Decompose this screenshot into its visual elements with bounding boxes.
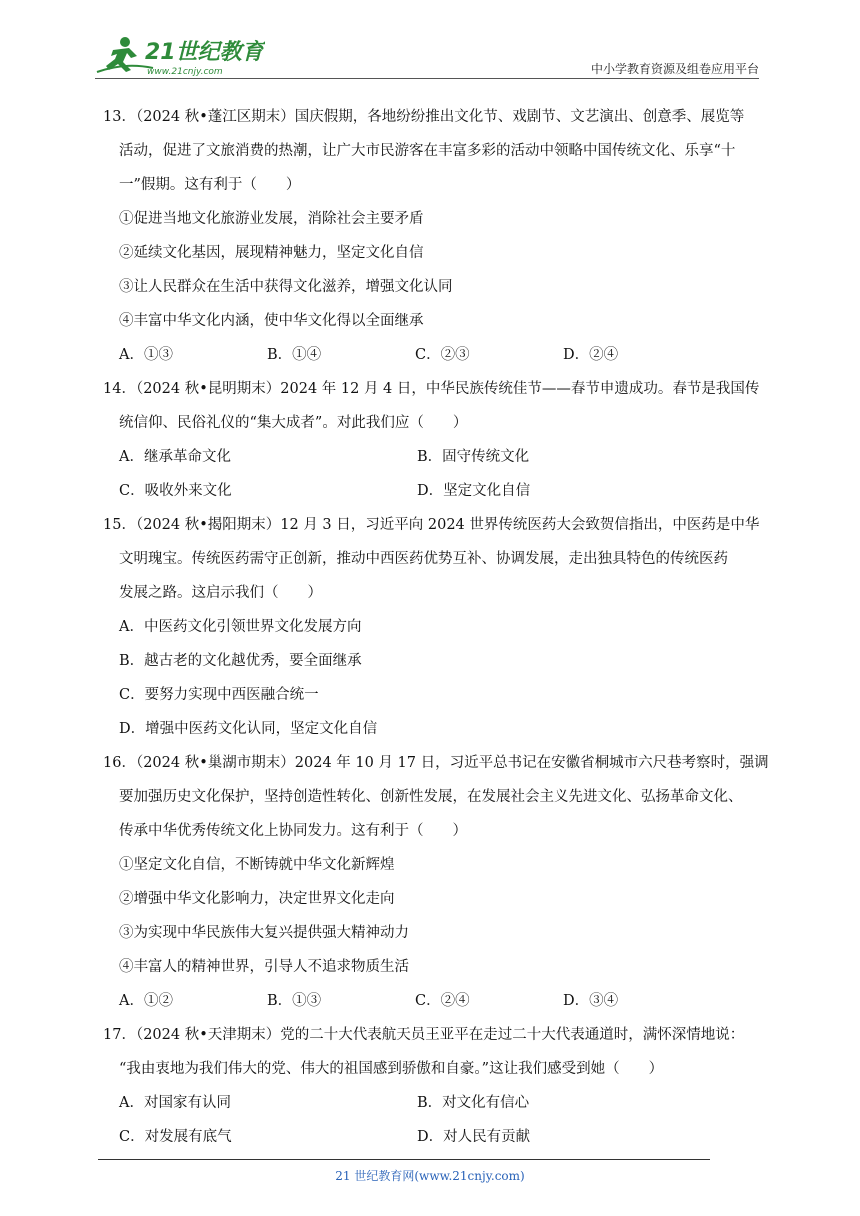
question-stem-line: 一”假期。这有利于（ ） [119,177,301,193]
question-stem-line: “我由衷地为我们伟大的党、伟大的祖国感到骄傲和自豪。”这让我们感受到她（ ） [119,1061,664,1077]
option-c[interactable]: C．②③ [415,347,470,363]
option-b[interactable]: B．固守传统文化 [417,449,530,465]
question-stem-line: 文明瑰宝。传统医药需守正创新，推动中西医药优势互补、协调发展，走出独具特色的传统医药 [119,551,728,567]
question-stem-line: 17．（2024 秋•天津期末）党的二十大代表航天员王亚平在走过二十大代表通道时，满怀深情地说： [103,1027,745,1043]
option-a[interactable]: A．中医药文化引领世界文化发展方向 [119,619,362,635]
question-stem-line: 要加强历史文化保护，坚持创造性转化、创新性发展，在发展社会主义先进文化、弘扬革命文化、 [119,789,743,805]
option-d[interactable]: D．坚定文化自信 [417,483,531,499]
question-16 [103,746,769,1018]
svg-text:www.21cnjy.com: www.21cnjy.com [147,67,223,77]
option-a[interactable]: A．继承革命文化 [119,449,231,465]
question-15 [103,508,763,746]
answer-options-row-2 [103,1120,763,1154]
answer-options [103,984,763,1018]
answer-options-row-1 [103,440,763,474]
footer-link[interactable]: 21 世纪教育网(www.21cnjy.com) [335,1169,525,1183]
statement-3: ③为实现中华民族伟大复兴提供强大精神动力 [119,925,409,941]
option-c[interactable]: C．②④ [415,993,470,1009]
question-stem-line: 16．（2024 秋•巢湖市期末）2024 年 10 月 17 日，习近平总书记在安徽省桐城市六尺巷考察时，强调 [103,755,769,771]
statement-1: ①坚定文化自信，不断铸就中华文化新辉煌 [119,857,395,873]
option-d[interactable]: D．③④ [563,993,619,1009]
question-list [103,100,769,1154]
option-c[interactable]: C．吸收外来文化 [119,483,232,499]
answer-options [103,338,763,372]
option-c[interactable]: C．对发展有底气 [119,1129,232,1145]
statement-2: ②延续文化基因，展现精神魅力，坚定文化自信 [119,245,424,261]
statement-2: ②增强中华文化影响力，决定世界文化走向 [119,891,395,907]
question-stem-line: 发展之路。这启示我们（ ） [119,585,322,601]
answer-options-row-2 [103,474,763,508]
question-stem-line: 15．（2024 秋•揭阳期末）12 月 3 日，习近平向 2024 世界传统医药大会致贺信指出，中医药是中华 [103,517,760,533]
option-b[interactable]: B．对文化有信心 [417,1095,530,1111]
platform-name: 中小学教育资源及组卷应用平台 [590,62,759,76]
svg-text:21世纪教育: 21世纪教育 [145,40,264,65]
option-b[interactable]: B．越古老的文化越优秀，要全面继承 [119,653,362,669]
question-stem-line: 14．（2024 秋•昆明期末）2024 年 12 月 4 日，中华民族传统佳节——春节申遗成功。春节是我国传 [103,381,760,397]
option-d[interactable]: D．增强中医药文化认同，坚定文化自信 [119,721,378,737]
question-stem-line: 活动，促进了文旅消费的热潮，让广大市民游客在丰富多彩的活动中领略中国传统文化、乐享“十 [119,143,736,159]
statement-4: ④丰富中华文化内涵，使中华文化得以全面继承 [119,313,424,329]
question-stem-line: 13．（2024 秋•蓬江区期末）国庆假期，各地纷纷推出文化节、戏剧节、文艺演出、创意季、展览等 [103,109,745,125]
option-a[interactable]: A．对国家有认同 [119,1095,231,1111]
question-14 [103,372,763,508]
option-a[interactable]: A．①② [119,993,173,1009]
question-13 [103,100,763,372]
logo-21cnjy [95,32,265,78]
page-header [95,32,759,80]
option-a[interactable]: A．①③ [119,347,173,363]
question-17 [103,1018,763,1154]
answer-options-row-1 [103,1086,763,1120]
footer-divider [98,1159,710,1160]
question-stem-line: 传承中华优秀传统文化上协同发力。这有利于（ ） [119,823,467,839]
option-d[interactable]: D．②④ [563,347,619,363]
question-stem-line: 统信仰、民俗礼仪的“集大成者”。对此我们应（ ） [119,415,468,431]
statement-4: ④丰富人的精神世界，引导人不追求物质生活 [119,959,409,975]
header-divider [95,78,759,79]
option-c[interactable]: C．要努力实现中西医融合统一 [119,687,319,703]
option-b[interactable]: B．①④ [267,347,322,363]
option-b[interactable]: B．①③ [267,993,322,1009]
statement-1: ①促进当地文化旅游业发展，消除社会主要矛盾 [119,211,424,227]
option-d[interactable]: D．对人民有贡献 [417,1129,531,1145]
statement-3: ③让人民群众在生活中获得文化滋养，增强文化认同 [119,279,453,295]
